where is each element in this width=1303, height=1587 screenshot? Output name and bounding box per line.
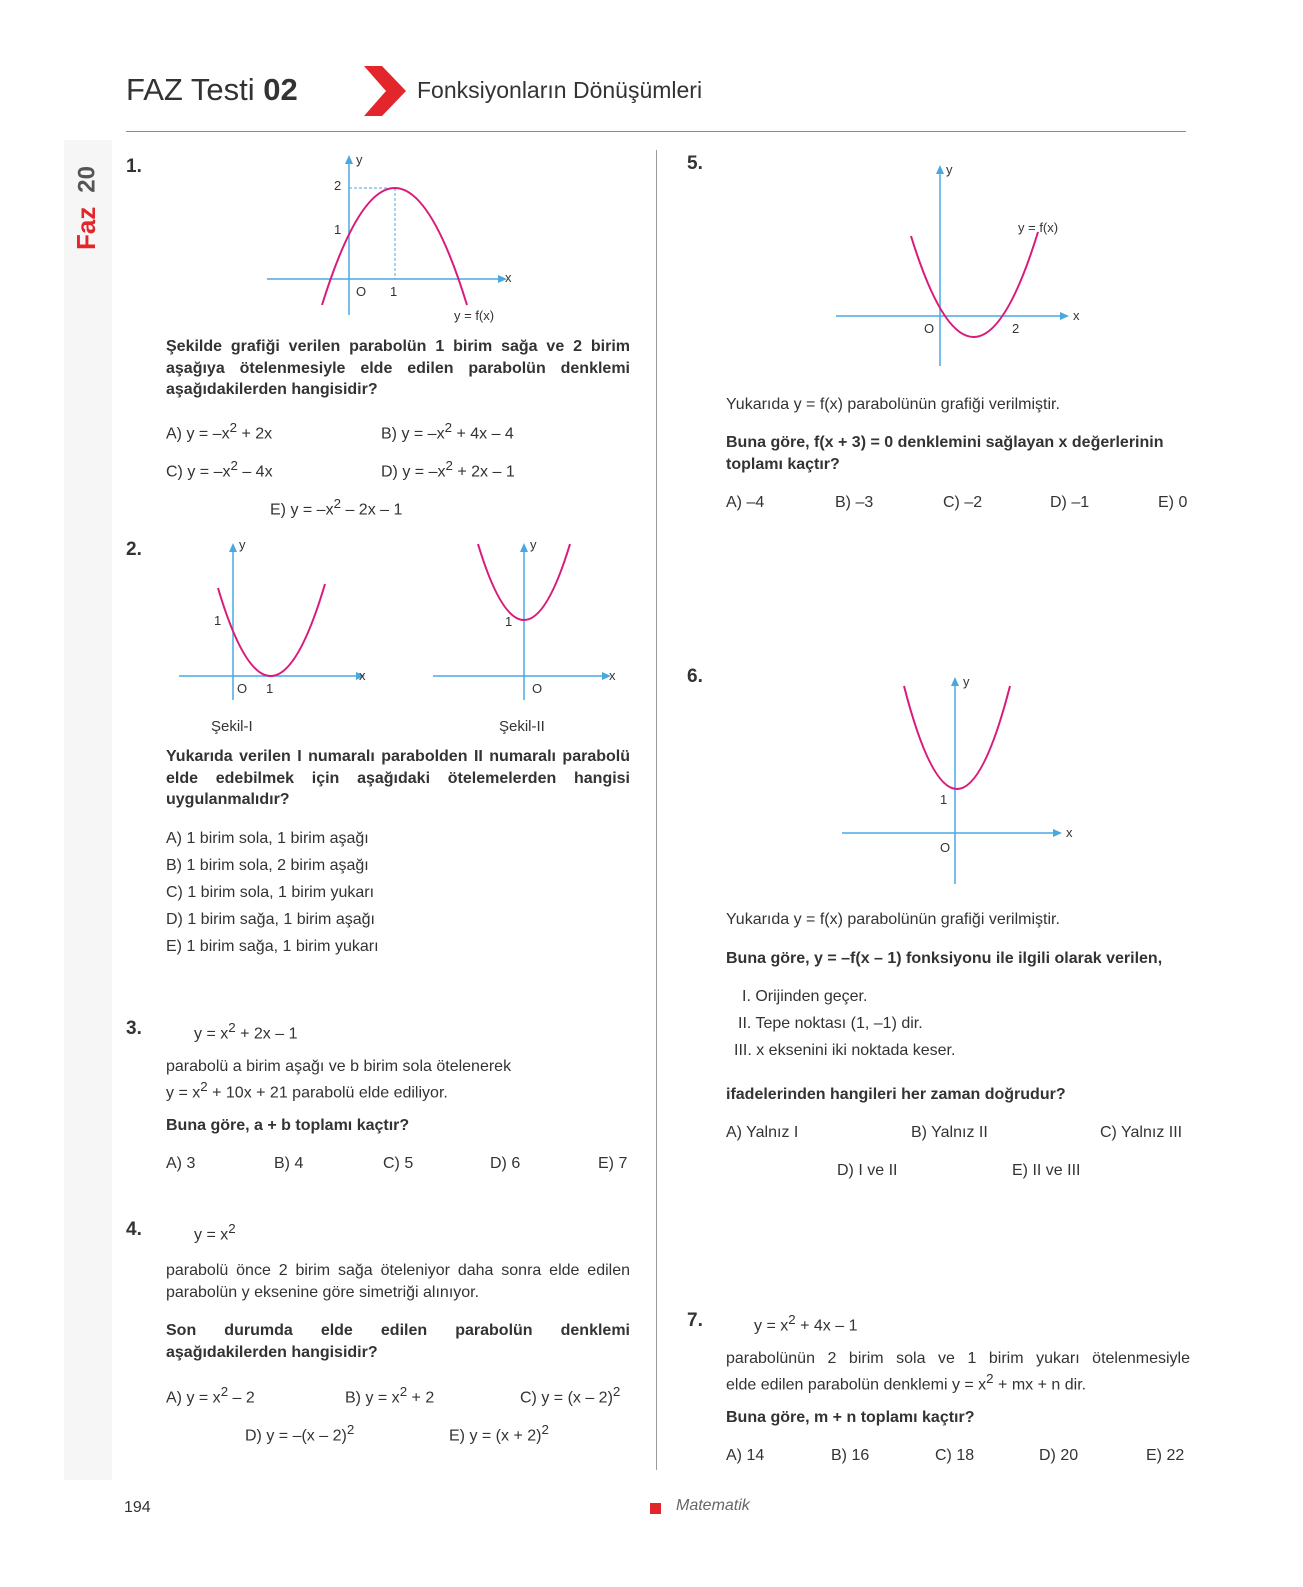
q7-option-e[interactable]: E) 22	[1146, 1447, 1185, 1464]
q2-fig1-tick-x1: 1	[266, 681, 274, 696]
q3-text-1: parabolü a birim aşağı ve b birim sola ötelenerek	[166, 1058, 512, 1075]
q1-tick-x1: 1	[390, 284, 398, 299]
title-number: 02	[263, 72, 298, 107]
q5-curve-label: y = f(x)	[1018, 220, 1059, 235]
q4-option-b[interactable]: B) $y = x^2 + 2$	[345, 1384, 435, 1407]
q5-option-b[interactable]: B) –3	[835, 494, 874, 511]
q2-fig2-x-label: x	[609, 668, 616, 683]
q1-option-a[interactable]: A) $y = -x^2 + 2x$	[166, 420, 273, 443]
q2-fig1-tick-y1: 1	[214, 613, 222, 628]
q5-y-label: y	[946, 162, 953, 177]
q3-option-c[interactable]: C) 5	[383, 1155, 414, 1172]
q5-x-label: x	[1073, 308, 1080, 323]
q1-tick-y2: 2	[334, 178, 342, 193]
q6-option-b[interactable]: B) Yalnız II	[911, 1124, 988, 1141]
q5-number: 5.	[687, 153, 703, 174]
page-number: 194	[124, 1499, 151, 1516]
q2-option-d[interactable]: D) 1 birim sağa, 1 birim aşağı	[166, 911, 375, 928]
q4-text: parabolü önce 2 birim sağa öteleniyor daha sonra elde edilen parabolün y eksenine göre simetriği alınıyor.	[166, 1262, 630, 1301]
q5-tick-x2: 2	[1012, 321, 1020, 336]
q6-number: 6.	[687, 666, 703, 687]
page-subtitle: Fonksiyonların Dönüşümleri	[417, 77, 703, 103]
q1-curve-label: y = f(x)	[454, 308, 495, 323]
q5-origin: O	[924, 321, 935, 336]
q6-origin: O	[940, 840, 951, 855]
q2-caption-2: Şekil-II	[499, 718, 545, 735]
q3-question: Buna göre, a + b toplamı kaçtır?	[166, 1117, 410, 1134]
q7-equation: $y = x^2 + 4x - 1$	[754, 1312, 858, 1335]
q2-number: 2.	[126, 539, 142, 560]
q6-text: Yukarıda y = f(x) parabolünün grafiği verilmiştir.	[726, 911, 1060, 928]
q7-option-b[interactable]: B) 16	[831, 1447, 870, 1464]
q4-equation: $y = x^2$	[194, 1221, 236, 1244]
q3-option-b[interactable]: B) 4	[274, 1155, 304, 1172]
side-number: 20	[73, 166, 101, 193]
page-title	[126, 72, 298, 108]
q5-option-e[interactable]: E) 0	[1158, 494, 1188, 511]
q2-caption-1: Şekil-I	[211, 718, 253, 735]
title-prefix: FAZ Testi	[126, 72, 255, 107]
q3-option-a[interactable]: A) 3	[166, 1155, 196, 1172]
q7-option-c[interactable]: C) 18	[935, 1447, 975, 1464]
q3-option-e[interactable]: E) 7	[598, 1155, 628, 1172]
side-logo-text: Faz	[70, 206, 101, 250]
q4-option-d[interactable]: D) y = –(x – 2)$^2$	[245, 1422, 355, 1445]
q6-option-e[interactable]: E) II ve III	[1012, 1162, 1081, 1179]
q7-question: Buna göre, m + n toplamı kaçtır?	[726, 1409, 975, 1426]
q6-y-label: y	[963, 674, 970, 689]
q2-option-b[interactable]: B) 1 birim sola, 2 birim aşağı	[166, 857, 369, 874]
q1-tick-y1: 1	[334, 222, 342, 237]
q1-number: 1.	[126, 156, 142, 177]
q7-number: 7.	[687, 1310, 703, 1331]
q1-option-c[interactable]: C) $y = -x^2 - 4x$	[166, 458, 273, 481]
q6-statement-3: III. x eksenini iki noktada keser.	[734, 1042, 956, 1059]
q6-option-c[interactable]: C) Yalnız III	[1100, 1124, 1183, 1141]
q4-option-a[interactable]: A) $y = x^2 - 2$	[166, 1384, 255, 1407]
q4-option-e[interactable]: E) $y = (x + 2)^2$	[449, 1422, 549, 1445]
q5-graph	[836, 160, 1096, 370]
header-divider	[126, 131, 1186, 132]
q1-origin: O	[356, 284, 367, 299]
q6-question: Buna göre, y = –f(x – 1) fonksiyonu ile ilgili olarak verilen,	[726, 950, 1163, 967]
q6-question-2: ifadelerinden hangileri her zaman doğrudur?	[726, 1086, 1066, 1103]
q4-question: Son durumda elde edilen parabolün denklemi aşağıdakilerden hangisidir?	[166, 1322, 630, 1361]
square-icon	[650, 1503, 661, 1514]
q7-option-d[interactable]: D) 20	[1039, 1447, 1079, 1464]
q2-option-a[interactable]: A) 1 birim sola, 1 birim aşağı	[166, 830, 369, 847]
q2-fig1-x-label: x	[359, 668, 366, 683]
q1-graph	[260, 150, 520, 330]
q1-x-label: x	[505, 270, 512, 285]
q2-figure-1	[176, 537, 376, 710]
q6-option-a[interactable]: A) Yalnız I	[726, 1124, 799, 1141]
q2-option-c[interactable]: C) 1 birim sola, 1 birim yukarı	[166, 884, 375, 901]
q2-figure-2	[430, 537, 630, 710]
q1-option-d[interactable]: D) $y = -x^2 + 2x - 1$	[381, 458, 515, 481]
q5-option-a[interactable]: A) –4	[726, 494, 765, 511]
q2-fig1-origin: O	[237, 681, 248, 696]
q3-text-2: $y = x^2 + 10x + 21$ parabolü elde ediliyor.	[166, 1079, 448, 1102]
q2-fig2-origin: O	[532, 681, 543, 696]
q3-equation: $y = x^2 + 2x - 1$	[194, 1020, 298, 1043]
q2-fig2-tick-y1: 1	[505, 614, 513, 629]
q6-tick-y1: 1	[940, 792, 948, 807]
q5-question: Buna göre, f(x + 3) = 0 denklemini sağlayan x değerlerinin toplamı kaçtır?	[726, 434, 1164, 473]
q5-text: Yukarıda y = f(x) parabolünün grafiği verilmiştir.	[726, 396, 1060, 413]
q6-x-label: x	[1066, 825, 1073, 840]
q2-fig1-y-label: y	[239, 537, 246, 552]
q7-option-a[interactable]: A) 14	[726, 1447, 765, 1464]
chevron-right-icon	[364, 66, 408, 116]
q2-option-e[interactable]: E) 1 birim sağa, 1 birim yukarı	[166, 938, 379, 955]
q1-option-e[interactable]: E) $y = -x^2 - 2x - 1$	[270, 496, 403, 519]
q7-text-2: elde edilen parabolün denklemi $y = x^2$ + mx + n dir.	[726, 1371, 1087, 1394]
q5-option-d[interactable]: D) –1	[1050, 494, 1090, 511]
subject-label: Matematik	[676, 1497, 750, 1514]
q7-text-1: parabolünün 2 birim sola ve 1 birim yukarı ötelenmesiyle	[726, 1350, 1190, 1367]
q2-fig2-y-label: y	[530, 537, 537, 552]
q4-number: 4.	[126, 1219, 142, 1240]
faz-side-logo	[62, 150, 114, 260]
q2-text: Yukarıda verilen I numaralı parabolden II numaralı parabolü elde edebilmek için aşağıdaki ötelemelerden hangisi uygulanmalıdır?	[166, 748, 630, 808]
side-strip	[64, 140, 112, 1480]
q6-graph	[840, 672, 1080, 892]
q1-option-b[interactable]: B) $y = -x^2 + 4x - 4$	[381, 420, 514, 443]
q5-option-c[interactable]: C) –2	[943, 494, 983, 511]
q6-statement-2: II. Tepe noktası (1, –1) dir.	[738, 1015, 923, 1032]
q1-y-label: y	[356, 152, 363, 167]
q3-number: 3.	[126, 1018, 142, 1039]
q1-text: Şekilde grafiği verilen parabolün 1 birim sağa ve 2 birim aşağıya ötelenmesiyle elde edilen parabolün denklemi aşağıdakilerden hangisidir?	[166, 338, 630, 398]
q6-statement-1: I. Orijinden geçer.	[742, 988, 868, 1005]
column-divider	[656, 150, 657, 1470]
q6-option-d[interactable]: D) I ve II	[837, 1162, 898, 1179]
q3-option-d[interactable]: D) 6	[490, 1155, 521, 1172]
q4-option-c[interactable]: C) y = (x – 2)$^2$	[520, 1384, 621, 1407]
